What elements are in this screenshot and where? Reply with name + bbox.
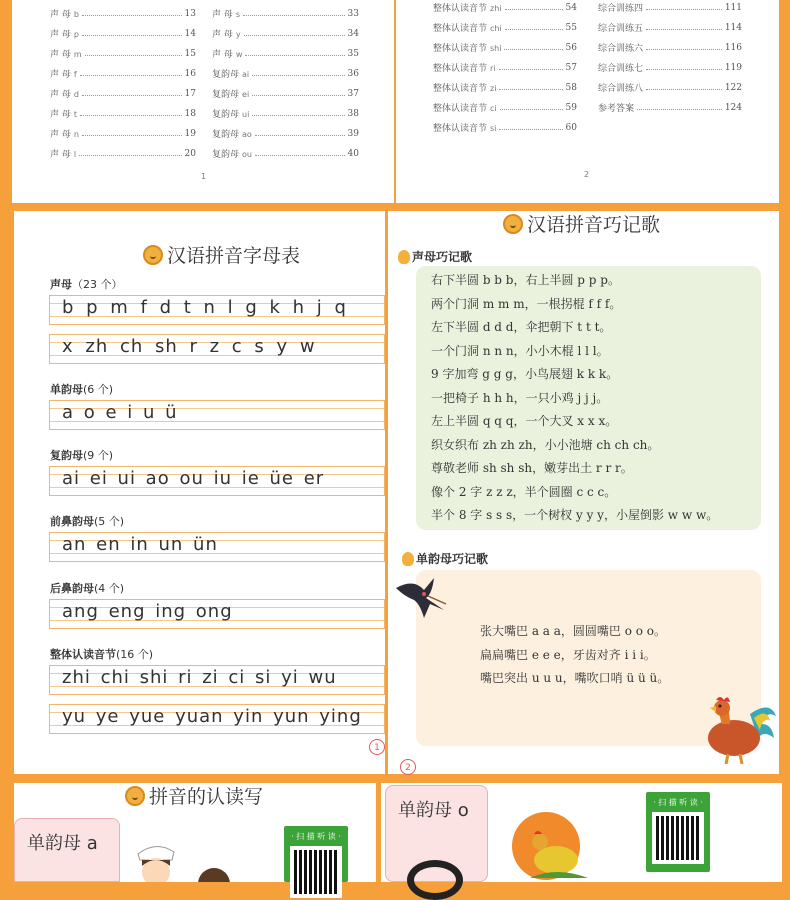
qr-code-right[interactable]	[646, 792, 710, 872]
toc-leader-dots	[499, 69, 563, 70]
toc-entry-pinyin: zhi	[490, 4, 502, 13]
toc-entry-pinyin: ao	[242, 130, 252, 139]
qr-code-image	[652, 812, 704, 864]
qr-label: · 扫 描 听 读 ·	[291, 832, 341, 841]
rhyme-line: 左上半圆 q q q，一个大叉 x x x。	[431, 414, 618, 428]
toc-entry-pinyin: ei	[242, 90, 250, 99]
pinyin-letters: zhi chi shi ri zi ci si yi wu	[62, 667, 337, 688]
finals-rhyme-heading	[402, 550, 488, 567]
letter-o-stroke	[407, 860, 463, 900]
toc-leader-dots	[79, 155, 181, 156]
alphabet-page-number: 1	[369, 739, 385, 755]
toc-entry	[50, 27, 196, 40]
pinyin-letters: an en in un ün	[62, 534, 218, 555]
toc-entry	[212, 47, 359, 60]
toc-entry-page: 60	[565, 122, 577, 133]
toc-entry	[598, 21, 742, 34]
pinyin-writing-line	[49, 665, 385, 695]
pinyin-letters: x zh ch sh r z c s y w	[62, 336, 316, 357]
alphabet-title	[143, 241, 300, 268]
toc-entry-page: 55	[565, 22, 577, 33]
toc-leader-dots	[505, 29, 563, 30]
initials-rhyme-text	[431, 269, 718, 528]
qr-code-image	[290, 846, 342, 898]
toc-entry-label: 复韵母 ao	[212, 130, 252, 140]
rhyme-line: 像个 2 字 z z z，半个圆圈 c c c。	[431, 484, 617, 499]
pinyin-writing-line	[49, 599, 385, 629]
toc-entry	[212, 7, 359, 20]
pinyin-writing-line	[49, 704, 385, 734]
toc-entry	[50, 87, 196, 100]
toc-leader-dots	[255, 155, 345, 156]
pinyin-writing-line	[49, 295, 385, 325]
toc-entry-page: 16	[184, 68, 196, 79]
toc-entry	[212, 147, 359, 160]
toc-entry	[433, 21, 577, 34]
card-tab-o: 单韵母 o	[385, 785, 488, 882]
alphabet-section-heading: 单韵母(6 个)	[50, 383, 114, 396]
toc-entry-label: 声 母 m	[50, 50, 82, 60]
toc-entry-pinyin: f	[73, 70, 77, 79]
sun-rooster-illustration	[510, 808, 596, 882]
rhyme-line: 9 字加弯 g g g，小鸟展翅 k k k。	[431, 367, 619, 381]
toc-entry-pinyin: m	[73, 50, 82, 59]
toc-entry	[433, 101, 577, 114]
toc-entry-pinyin: d	[73, 90, 79, 99]
toc-entry	[212, 127, 359, 140]
pinyin-writing-line	[49, 466, 385, 496]
toc-entry-label: 整体认读音节 shi	[433, 44, 502, 54]
toc-leader-dots	[252, 95, 344, 96]
lion-face-icon	[143, 245, 163, 265]
toc-leader-dots	[82, 95, 182, 96]
toc-entry	[212, 87, 359, 100]
pinyin-letters: yu ye yue yuan yin yun ying	[62, 706, 362, 727]
toc-entry	[433, 1, 577, 14]
toc-leader-dots	[499, 129, 562, 130]
toc-entry	[598, 101, 742, 114]
toc-left-page-number: 1	[201, 172, 207, 181]
toc-entry-page: 17	[184, 88, 196, 99]
toc-entry-label: 声 母 t	[50, 110, 78, 120]
toc-leader-dots	[82, 35, 182, 36]
toc-entry-label: 复韵母 ou	[212, 150, 252, 160]
toc-entry-pinyin: ci	[490, 104, 497, 113]
toc-leader-dots	[504, 49, 562, 50]
toc-leader-dots	[499, 89, 562, 90]
toc-entry-page: 38	[347, 108, 359, 119]
toc-entry-page: 58	[565, 82, 577, 93]
toc-entry	[50, 7, 196, 20]
toc-entry	[598, 41, 742, 54]
toc-entry	[50, 67, 196, 80]
toc-entry-page: 14	[184, 28, 196, 39]
rhyme-line: 张大嘴巴 a a a，圆圆嘴巴 o o o。	[480, 624, 667, 638]
toc-entry-label: 声 母 w	[212, 50, 243, 60]
toc-entry-pinyin: s	[235, 10, 241, 19]
toc-leader-dots	[646, 9, 722, 10]
rooster-icon	[700, 694, 778, 764]
toc-entry-label: 声 母 y	[212, 30, 241, 40]
rhyme-line: 两个门洞 m m m，一根拐棍 f f f。	[431, 296, 622, 311]
toc-entry-pinyin: l	[73, 150, 77, 159]
toc-entry-label: 声 母 l	[50, 150, 77, 160]
toc-entry-label: 复韵母 ai	[212, 70, 250, 80]
toc-entry-label: 声 母 d	[50, 90, 79, 100]
toc-entry-label: 综合训练五	[598, 24, 644, 34]
toc-entry-pinyin: t	[73, 110, 78, 119]
lion-face-icon	[125, 786, 145, 806]
toc-entry-page: 15	[184, 48, 196, 59]
toc-entry-label: 声 母 b	[50, 10, 79, 20]
toc-entry	[50, 107, 196, 120]
toc-entry-label: 整体认读音节 zi	[433, 84, 497, 94]
toc-entry-pinyin: ai	[242, 70, 250, 79]
alphabet-section-heading: 声母（23 个）	[50, 278, 123, 291]
toc-leader-dots	[82, 135, 182, 136]
toc-leader-dots	[252, 115, 344, 116]
rhymes-title	[503, 210, 660, 237]
toc-entry	[212, 67, 359, 80]
rhyme-line: 右下半圆 b b b，右上半圆 p p p。	[431, 273, 620, 287]
toc-entry-label: 声 母 p	[50, 30, 79, 40]
toc-entry-label: 参考答案	[598, 104, 635, 114]
pinyin-letters: ai ei ui ao ou iu ie üe er	[62, 468, 325, 489]
toc-entry-label: 整体认读音节 si	[433, 124, 497, 134]
toc-leader-dots	[646, 49, 722, 50]
pinyin-writing-line	[49, 334, 385, 364]
toc-entry-label: 整体认读音节 zhi	[433, 4, 502, 14]
toc-entry-page: 34	[347, 28, 359, 39]
toc-entry-label: 复韵母 ei	[212, 90, 250, 100]
rhyme-line: 嘴巴突出 u u u，嘴吹口哨 ü ü ü。	[480, 671, 670, 685]
rhyme-line: 扁扁嘴巴 e e e，牙齿对齐 i i i。	[480, 647, 656, 662]
toc-entry-page: 119	[724, 62, 742, 73]
toc-leader-dots	[85, 55, 182, 56]
toc-entry-label: 综合训练八	[598, 84, 644, 94]
alphabet-section-heading: 后鼻韵母(4 个)	[50, 582, 125, 595]
chick-icon	[398, 250, 410, 264]
toc-entry-pinyin: p	[73, 30, 79, 39]
toc-right-page-number: 2	[584, 170, 590, 179]
toc-entry-label: 复韵母 ui	[212, 110, 250, 120]
rhymes-page-number: 2	[400, 759, 416, 775]
initials-rhyme-heading	[398, 248, 472, 265]
rhymes-title-text: 汉语拼音巧记歌	[527, 214, 661, 236]
toc-entry-page: 39	[347, 128, 359, 139]
pinyin-letters: ang eng ing ong	[62, 601, 233, 622]
toc-entry-pinyin: ui	[242, 110, 250, 119]
toc-entry	[212, 27, 359, 40]
toc-entry-page: 20	[184, 148, 196, 159]
toc-entry	[50, 127, 196, 140]
toc-entry-pinyin: shi	[490, 44, 502, 53]
toc-entry	[433, 41, 577, 54]
bottom-title-text: 拼音的认读写	[149, 786, 264, 808]
toc-leader-dots	[82, 15, 182, 16]
toc-entry-pinyin: w	[235, 50, 243, 59]
toc-leader-dots	[646, 29, 722, 30]
toc-entry-label: 声 母 f	[50, 70, 77, 80]
alphabet-title-text: 汉语拼音字母表	[167, 245, 301, 267]
toc-entry-page: 37	[347, 88, 359, 99]
toc-entry-pinyin: n	[73, 130, 79, 139]
initials-rhyme-heading-text: 声母巧记歌	[412, 250, 473, 264]
toc-entry	[598, 1, 742, 14]
toc-entry-label: 综合训练六	[598, 44, 644, 54]
qr-label: · 扫 描 听 读 ·	[653, 798, 703, 807]
alphabet-section-heading: 整体认读音节(16 个)	[50, 648, 154, 661]
toc-entry	[433, 121, 577, 134]
toc-entry	[433, 81, 577, 94]
toc-entry-page: 124	[724, 102, 742, 113]
finals-rhyme-heading-text: 单韵母巧记歌	[416, 552, 489, 566]
toc-entry-page: 56	[565, 42, 577, 53]
toc-entry	[598, 61, 742, 74]
toc-leader-dots	[244, 35, 345, 36]
card-tab-a: 单韵母 a	[14, 818, 120, 882]
toc-leader-dots	[505, 9, 563, 10]
toc-entry-label: 整体认读音节 ri	[433, 64, 496, 74]
toc-leader-dots	[646, 89, 722, 90]
toc-entry-pinyin: chi	[490, 24, 502, 33]
toc-entry	[598, 81, 742, 94]
toc-entry-page: 116	[724, 42, 742, 53]
toc-entry-page: 114	[724, 22, 742, 33]
alphabet-section-heading: 前鼻韵母(5 个)	[50, 515, 125, 528]
toc-entry-page: 35	[347, 48, 359, 59]
toc-entry-page: 19	[184, 128, 196, 139]
rhyme-line: 左下半圆 d d d，伞把朝下 t t t。	[431, 320, 612, 334]
toc-entry-page: 33	[347, 8, 359, 19]
toc-entry-page: 54	[565, 2, 577, 13]
toc-entry-pinyin: ri	[490, 64, 496, 73]
toc-entry-pinyin: y	[235, 30, 241, 39]
toc-entry	[433, 61, 577, 74]
toc-entry-pinyin: si	[490, 124, 497, 133]
toc-entry-pinyin: ou	[242, 150, 252, 159]
pinyin-writing-line	[49, 400, 385, 430]
toc-entry-label: 综合训练四	[598, 4, 644, 14]
alphabet-section-heading: 复韵母(9 个)	[50, 449, 114, 462]
pinyin-letters: b p m f d t n l g k h j q	[62, 297, 347, 318]
toc-entry-label: 声 母 n	[50, 130, 79, 140]
toc-leader-dots	[255, 135, 345, 136]
toc-entry-pinyin: b	[73, 10, 79, 19]
toc-leader-dots	[646, 69, 722, 70]
toc-entry-page: 36	[347, 68, 359, 79]
toc-entry-page: 57	[565, 62, 577, 73]
toc-entry-page: 59	[565, 102, 577, 113]
toc-entry-pinyin: zi	[490, 84, 497, 93]
toc-entry-page: 111	[724, 2, 742, 13]
nurse-illustration	[130, 840, 240, 882]
toc-entry-page: 18	[184, 108, 196, 119]
toc-entry-page: 13	[184, 8, 196, 19]
rhyme-line: 一把椅子 h h h，一只小鸡 j j j。	[431, 390, 609, 405]
toc-entry-label: 整体认读音节 chi	[433, 24, 502, 34]
toc-leader-dots	[80, 115, 182, 116]
swallow-icon	[394, 574, 452, 620]
bottom-title	[125, 782, 263, 809]
pinyin-letters: a o e i u ü	[62, 402, 178, 423]
rhyme-line: 一个门洞 n n n，小小木棍 l l l。	[431, 343, 609, 358]
toc-entry	[212, 107, 359, 120]
toc-entry	[50, 147, 196, 160]
toc-entry-label: 声 母 s	[212, 10, 241, 20]
rhyme-line: 尊敬老师 sh sh sh，嫩芽出土 r r r。	[431, 461, 633, 475]
toc-leader-dots	[80, 75, 182, 76]
toc-entry-page: 122	[724, 82, 742, 93]
rhyme-line: 半个 8 字 s s s，一个树杈 y y y，小屋倒影 w w w。	[431, 508, 719, 522]
toc-entry	[50, 47, 196, 60]
toc-entry-page: 40	[347, 148, 359, 159]
toc-leader-dots	[243, 15, 345, 16]
qr-code-left[interactable]	[284, 826, 348, 882]
toc-entry-label: 整体认读音节 ci	[433, 104, 497, 114]
toc-leader-dots	[245, 55, 344, 56]
chick-icon	[402, 552, 414, 566]
toc-leader-dots	[500, 109, 563, 110]
toc-leader-dots	[637, 109, 722, 110]
lion-face-icon	[503, 214, 523, 234]
toc-leader-dots	[252, 75, 344, 76]
rhyme-line: 织女织布 zh zh zh，小小池塘 ch ch ch。	[431, 437, 660, 452]
pinyin-writing-line	[49, 532, 385, 562]
toc-entry-label: 综合训练七	[598, 64, 644, 74]
finals-rhyme-text	[480, 620, 669, 691]
